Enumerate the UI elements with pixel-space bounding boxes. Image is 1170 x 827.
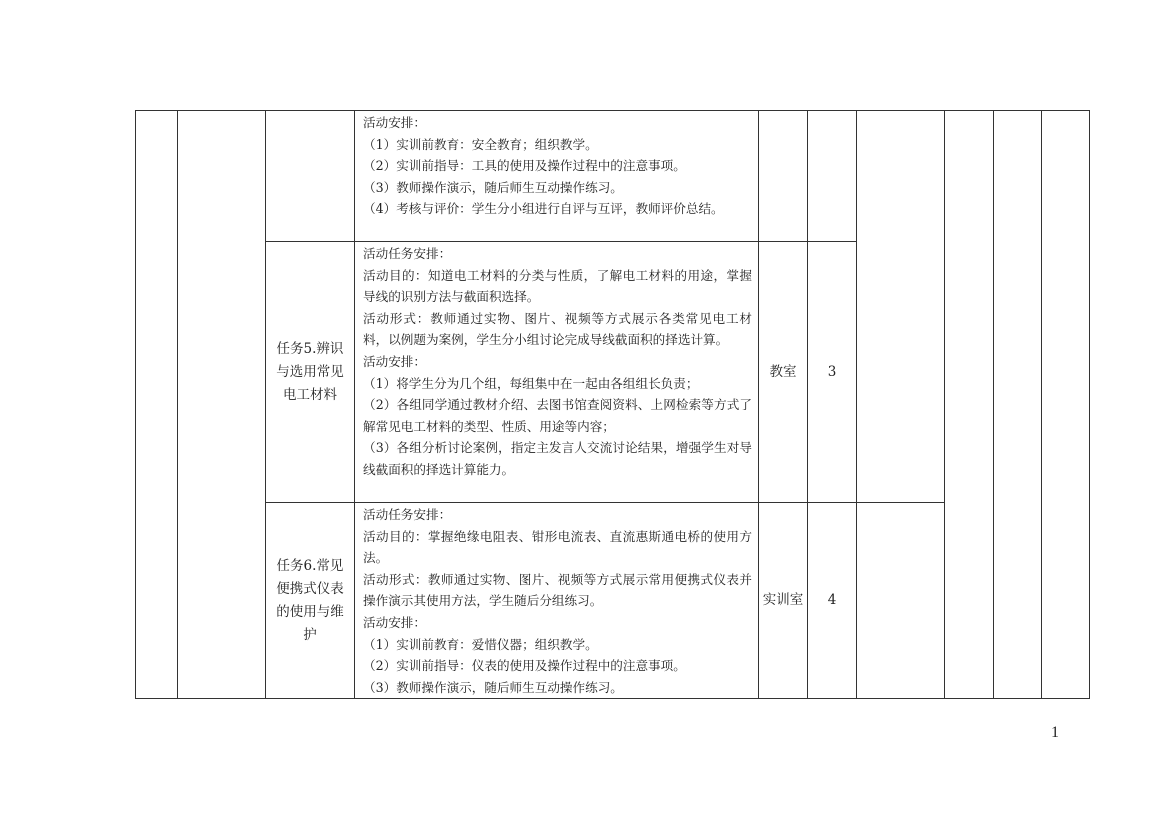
hours-cell: 4 — [808, 503, 857, 699]
place-cell: 实训室 — [759, 503, 808, 699]
empty-cell — [136, 111, 178, 699]
activity-cell — [355, 503, 759, 699]
task-name-cell: 任务6.常见便携式仪表的使用与维护 — [266, 503, 355, 699]
course-plan-table — [135, 110, 1090, 699]
activity-line: （3）教师操作演示，随后师生互动操作练习。 — [363, 179, 623, 195]
activity-line: 活动目的：掌握绝缘电阻表、钳形电流表、直流惠斯通电桥的使用方法。 — [363, 528, 752, 566]
empty-cell — [945, 111, 994, 699]
empty-cell — [178, 111, 266, 699]
page-number: 1 — [1051, 724, 1059, 741]
hours-cell — [808, 111, 857, 242]
task-name-cell: 任务5.辨识与选用常见电工材料 — [266, 242, 355, 503]
activity-line: 活动目的：知道电工材料的分类与性质，了解电工材料的用途，掌握导线的识别方法与截面积选择。 — [363, 267, 752, 305]
activity-line: （2）实训前指导：仪表的使用及操作过程中的注意事项。 — [363, 658, 686, 674]
activity-line: （3）各组分析讨论案例，指定主发言人交流讨论结果，增强学生对导线截面积的择选计算能力。 — [363, 440, 752, 477]
empty-cell — [857, 503, 945, 699]
place-cell — [759, 111, 808, 242]
activity-line: 活动任务安排： — [363, 246, 452, 261]
activity-line: 活动形式：教师通过实物、图片、视频等方式展示各类常见电工材料，以例题为案例，学生分小组讨论完成导线截面积的择选计算。 — [363, 310, 752, 348]
task-name-cell — [266, 111, 355, 242]
table-row — [136, 111, 1090, 242]
activity-line: （2）各组同学通过教材介绍、去图书馆查阅资料、上网检索等方式了解常见电工材料的类型、性质、用途等内容； — [363, 397, 752, 434]
activity-cell — [355, 242, 759, 503]
activity-line: 活动形式：教师通过实物、图片、视频等方式展示常用便携式仪表并操作演示其使用方法，学生随后分组练习。 — [363, 571, 752, 609]
activity-line: （2）实训前指导：工具的使用及操作过程中的注意事项。 — [363, 158, 686, 174]
activity-line: 活动任务安排： — [363, 507, 452, 522]
activity-line: 活动安排： — [363, 614, 426, 630]
empty-cell — [994, 111, 1042, 699]
activity-line: 活动安排： — [363, 115, 426, 130]
activity-line: （3）教师操作演示，随后师生互动操作练习。 — [363, 679, 623, 695]
hours-cell: 3 — [808, 242, 857, 503]
place-cell: 教室 — [759, 242, 808, 503]
empty-cell — [1042, 111, 1090, 699]
activity-line: （1）实训前教育：爱惜仪器；组织教学。 — [363, 636, 598, 652]
activity-line: 活动安排： — [363, 353, 426, 369]
activity-line: （4）考核与评价：学生分小组进行自评与互评，教师评价总结。 — [363, 201, 724, 217]
activity-line: （1）将学生分为几个组，每组集中在一起由各组组长负责； — [363, 375, 699, 391]
activity-line: （1）实训前教育：安全教育；组织教学。 — [363, 136, 598, 152]
empty-cell — [857, 111, 945, 503]
activity-cell — [355, 111, 759, 242]
